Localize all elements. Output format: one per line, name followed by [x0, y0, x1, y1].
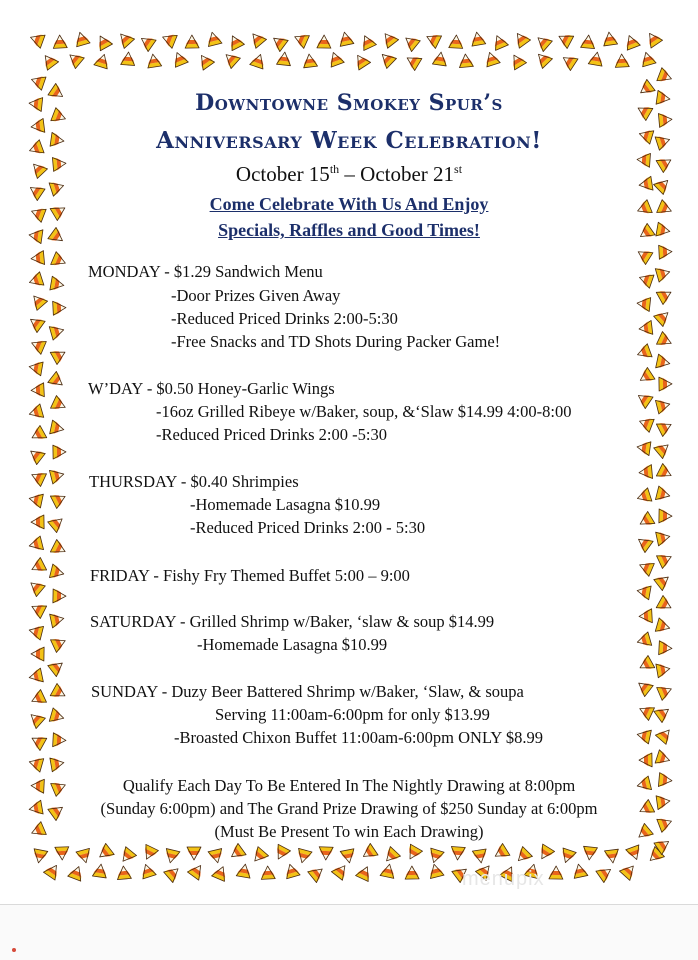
- start-date: October 15: [235, 162, 330, 186]
- monday-item: -Door Prizes Given Away: [171, 286, 341, 305]
- page-subtitle: Anniversary Week Celebration!: [156, 127, 542, 154]
- monday-item: -Free Snacks and TD Shots During Packer Game!: [171, 332, 501, 351]
- watermark: menupix: [462, 868, 545, 890]
- wednesday-item: -Reduced Priced Drinks 2:00 -5:30: [156, 425, 387, 444]
- drawing-info-line-3: (Must Be Present To win Each Drawing): [214, 822, 484, 841]
- thursday-heading: THURSDAY - $0.40 Shrimpies: [89, 472, 299, 491]
- page-title: Downtowne Smokey Spur’s: [195, 90, 503, 116]
- sunday-item: -Broasted Chixon Buffet 11:00am-6:00pm ONLY $8.99: [174, 728, 543, 747]
- friday-heading: FRIDAY - Fishy Fry Themed Buffet 5:00 – 9:00: [90, 566, 410, 585]
- saturday-item: -Homemade Lasagna $10.99: [197, 635, 388, 654]
- thursday-item: -Reduced Priced Drinks 2:00 - 5:30: [190, 518, 426, 537]
- end-date: October 21: [360, 162, 455, 186]
- date-separator: –: [339, 162, 361, 186]
- monday-item: -Reduced Priced Drinks 2:00-5:30: [171, 309, 398, 328]
- scan-speck: [12, 948, 16, 952]
- thursday-item: -Homemade Lasagna $10.99: [190, 495, 381, 514]
- saturday-heading: SATURDAY - Grilled Shrimp w/Baker, ‘slaw & soup $14.99: [90, 612, 495, 631]
- wednesday-heading: W’DAY - $0.50 Honey-Garlic Wings: [88, 379, 335, 398]
- invitation-line-2: Specials, Raffles and Good Times!: [218, 220, 480, 240]
- sunday-heading: SUNDAY - Duzy Beer Battered Shrimp w/Baker, ‘Slaw, & soupa: [91, 682, 524, 701]
- monday-heading: MONDAY - $1.29 Sandwich Menu: [88, 262, 323, 281]
- event-dates: [0, 164, 698, 185]
- scan-background: [0, 905, 698, 960]
- wednesday-item: -16oz Grilled Ribeye w/Baker, soup, &‘Slaw $14.99 4:00-8:00: [156, 402, 572, 421]
- end-date-suffix: st: [454, 162, 463, 176]
- invitation-line-1: Come Celebrate With Us And Enjoy: [209, 194, 489, 214]
- start-date-suffix: th: [329, 162, 340, 176]
- sunday-item: Serving 11:00am-6:00pm for only $13.99: [215, 705, 490, 724]
- drawing-info-line-2: (Sunday 6:00pm) and The Grand Prize Drawing of $250 Sunday at 6:00pm: [100, 799, 598, 818]
- drawing-info-line-1: Qualify Each Day To Be Entered In The Nightly Drawing at 8:00pm: [122, 776, 576, 795]
